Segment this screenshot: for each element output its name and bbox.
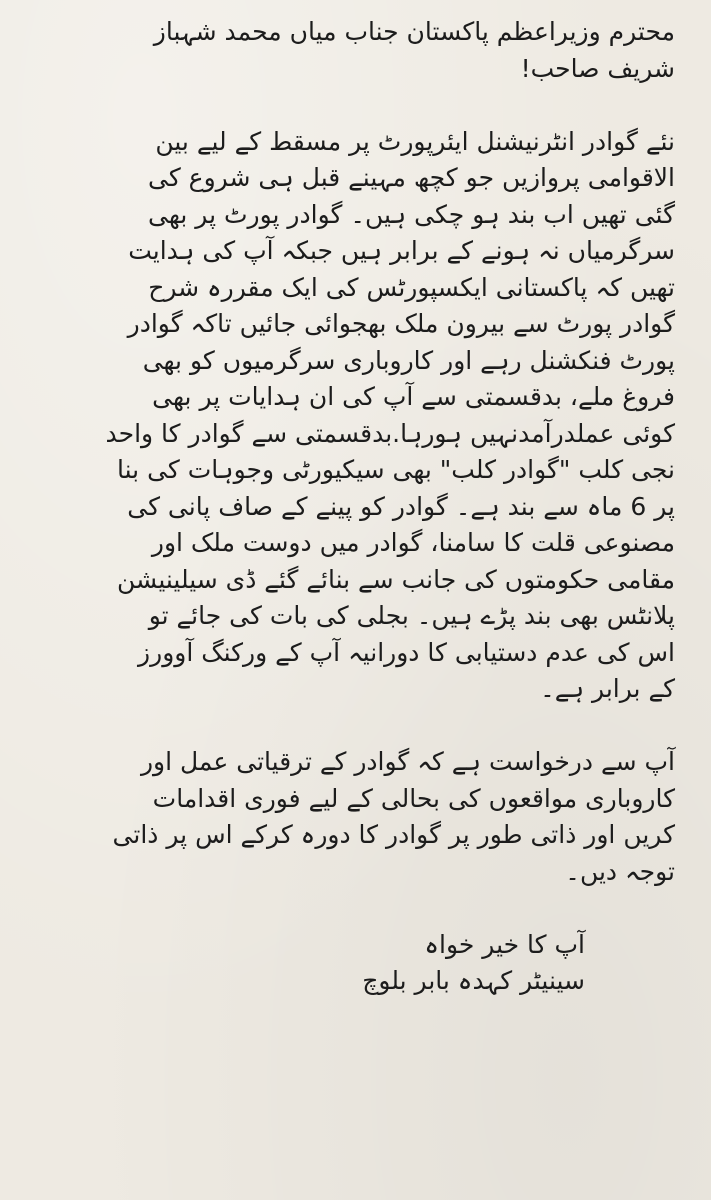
- text-line: کے برابر ہے۔: [540, 674, 675, 703]
- text-line: گوادر پورٹ سے بیرون ملک بھجوائی جائیں تاکہ گوادر: [127, 309, 675, 338]
- text-line: کوئی عملدرآمدنہیں ہورہا.بدقسمتی سے گوادر کا واحد: [105, 418, 675, 448]
- text-line: پلانٹس بھی بند پڑے ہیں۔ بجلی کی بات کی جائے تو: [148, 601, 675, 630]
- signatory-name: سینیٹر کہدہ بابر بلوچ: [362, 966, 585, 995]
- text-line: اس کی عدم دستیابی کا دورانیہ آپ کے ورکنگ آوورز: [138, 637, 675, 667]
- text-line: نجی کلب "گوادر کلب" بھی سیکیورٹی وجوہات کی بنا: [117, 455, 675, 484]
- text-line: شریف صاحب!: [520, 53, 675, 83]
- text-line: فروغ ملے، بدقسمتی سے آپ کی ان ہدایات پر بھی: [152, 382, 675, 411]
- text-line: پورٹ فنکشنل رہے اور کاروباری سرگرمیوں کو بھی: [142, 345, 675, 375]
- text-line: آپ سے درخواست ہے کہ گوادر کے ترقیاتی عمل اور: [140, 747, 675, 776]
- text-line: الاقوامی پروازیں جو کچھ مہینے قبل ہی شروع کی: [147, 163, 675, 192]
- paragraph-spacer: [40, 890, 675, 927]
- text-line: گئی تھیں اب بند ہو چکی ہیں۔ گوادر پورٹ پر بھی: [148, 199, 675, 229]
- text-line: مصنوعی قلت کا سامنا، گوادر میں دوست ملک اور: [151, 528, 675, 557]
- text-line: توجہ دیں۔: [565, 856, 675, 886]
- paragraph-spacer: [40, 708, 675, 745]
- text-line: مقامی حکومتوں کی جانب سے بنائے گئے ڈی سیلینیشن: [116, 564, 675, 594]
- text-line: سرگرمیاں نہ ہونے کے برابر ہیں جبکہ آپ کی ہدایت: [128, 236, 675, 265]
- closing-line: آپ کا خیر خواہ: [424, 929, 585, 959]
- body-paragraph-2: [40, 744, 675, 890]
- text-line: نئے گوادر انٹرنیشنل ایئرپورٹ پر مسقط کے لیے بین: [155, 126, 675, 156]
- signature-block: [40, 927, 675, 1000]
- paragraph-spacer: [40, 87, 675, 124]
- text-line: پر 6 ماہ سے بند ہے۔ گوادر کو پینے کے صاف پانی کی: [127, 491, 675, 521]
- salutation: [40, 14, 675, 87]
- text-line: کریں اور ذاتی طور پر گوادر کا دورہ کرکے اس پر ذاتی: [112, 820, 675, 849]
- body-paragraph-1: [40, 124, 675, 708]
- text-line: تھیں کہ پاکستانی ایکسپورٹس کی ایک مقررہ شرح: [148, 272, 675, 302]
- text-line: کاروباری مواقعوں کی بحالی کے لیے فوری اقدامات: [152, 783, 675, 813]
- text-line: محترم وزیراعظم پاکستان جناب میاں محمد شہباز: [153, 17, 675, 46]
